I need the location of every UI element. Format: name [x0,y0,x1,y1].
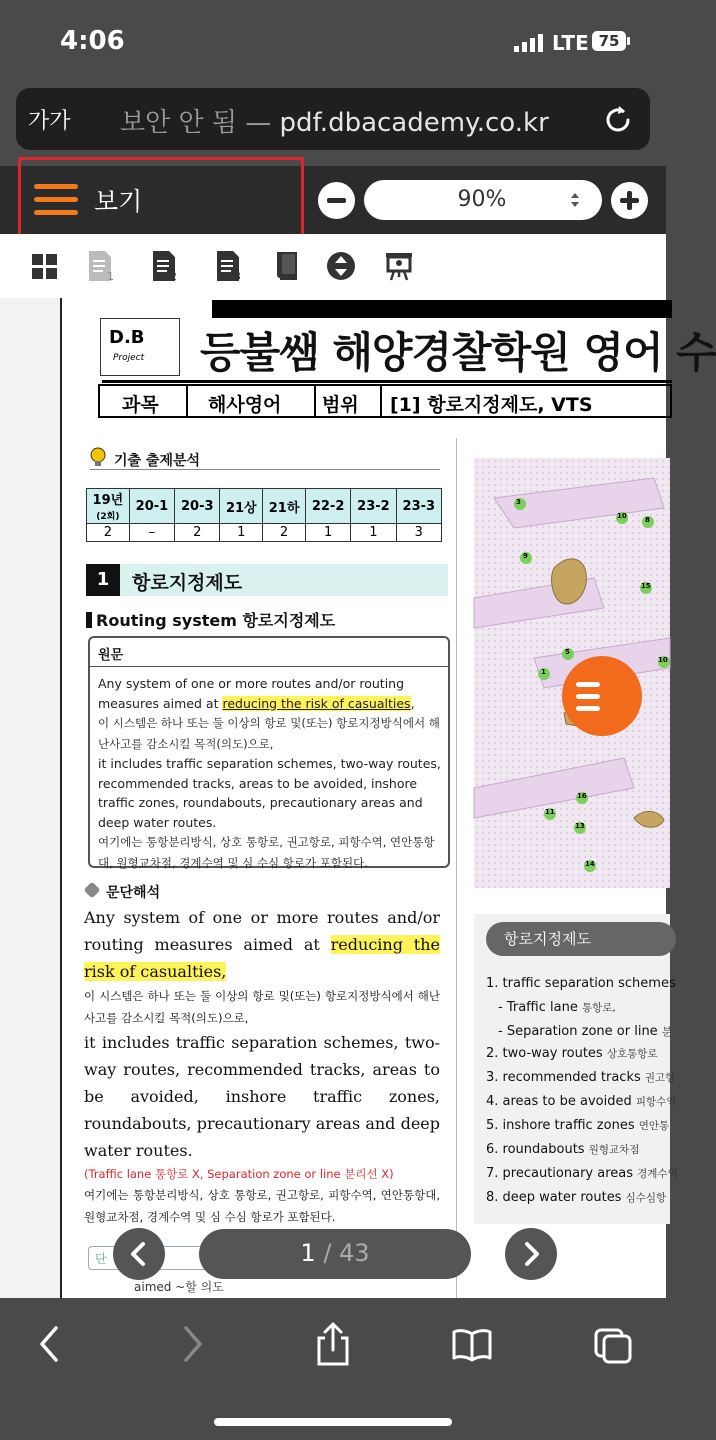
map-label: 15 [641,582,651,590]
summary-item [486,1118,669,1133]
summary-item [498,1000,616,1015]
hamburger-icon [562,656,642,736]
interpretation-text [84,904,440,1228]
meta-divider [314,386,316,416]
svg-text:2: 2 [170,270,177,283]
security-label: 보안 안 됨 [120,108,237,138]
summary-item-kr: 경계수역 [637,1168,678,1180]
section-title: 항로지정제도 [132,572,243,594]
current-page: 1 [300,1239,316,1267]
header-black-bar [212,300,672,318]
table-cell: 1 [305,524,350,542]
bookmarks-icon[interactable] [452,1322,492,1366]
meta-divider [380,386,382,416]
column-divider [456,438,457,1298]
status-time: 4:06 [60,26,125,56]
zoom-value: 90% [457,187,507,212]
range-value: [1] 항로지정제도, VTS [390,394,593,416]
summary-item [498,1024,672,1039]
two-page-icon[interactable] [150,250,180,282]
interp-highlight: reducing the risk of casualties, [84,935,441,981]
summary-item [486,1094,676,1109]
logo-text: D.B [109,327,145,348]
document-title: 등불쌤 해양경찰학원 영어 수 [200,328,716,377]
summary-item [486,976,676,991]
map-label: 3 [516,498,521,506]
map-label: 10 [658,656,668,664]
share-icon[interactable] [313,1322,353,1366]
header-rule [102,380,672,383]
signal-icon [514,34,544,52]
total-pages: 43 [339,1239,370,1267]
network-label: LTE [552,31,589,55]
map-label: 11 [545,808,555,816]
map-label: 10 [617,512,627,520]
section-heading [86,564,448,596]
view-menu-label[interactable]: 보기 [94,187,143,216]
table-cell: 2 [175,524,220,542]
interp-p2-kr: 여기에는 통항분리방식, 상호 통항로, 권고항로, 피항수역, 연안통항대, 원형교차점, 경계수역 및 심 수심 항로가 포함된다. [84,1188,440,1224]
chevron-right-icon [505,1228,557,1280]
map-label: 16 [577,792,587,800]
pdf-page [60,298,716,1298]
summary-item-kr: 연안통 [638,1120,670,1132]
bullet-icon [84,882,101,899]
map-label: 9 [523,552,528,560]
summary-item-kr: 원형교차점 [588,1144,640,1156]
table-header-cell: 23-2 [351,489,396,524]
summary-item-en: 7. precautionary areas [486,1166,633,1181]
subject-value: 해사영어 [208,394,282,416]
summary-item-kr: 상호통항로 [606,1048,658,1060]
book-view-icon[interactable] [274,250,304,282]
address-bar[interactable] [16,88,650,150]
table-header-cell: 20-1 [129,489,174,524]
table-cell: 3 [396,524,441,542]
interp-p1-kr: 이 시스템은 하나 또는 둘 이상의 항로 및(또는) 항로지정방식에서 해난사고를 감소시킬 목적(의도)으로, [84,989,440,1025]
meta-divider [186,386,188,416]
range-label: 범위 [322,394,359,416]
updown-caret-icon [570,192,580,208]
map-label: 5 [565,648,570,656]
zoom-in-button[interactable] [611,182,648,219]
view-mode-toolbar [0,234,666,298]
subject-range-row [98,384,672,418]
original-rule [90,666,448,667]
logo-subtext: Project [113,353,145,363]
summary-item [486,1070,675,1085]
zoom-out-button[interactable] [318,182,355,219]
summary-item-kr: 피항수역 [635,1096,677,1108]
summary-item-kr: 분 [661,1026,672,1038]
page-number [199,1239,471,1267]
summary-item [486,1190,666,1205]
table-header-cell: 22-2 [305,489,350,524]
battery-icon: 75 [592,31,626,51]
table-header-cell: 21상 [220,489,263,524]
url-domain: pdf.dbacademy.co.kr [279,108,549,138]
original-text [98,674,444,873]
map-label: 1 [541,668,546,676]
table-header-cell: 21하 [263,489,306,524]
summary-item-kr: 통항로, [581,1002,616,1014]
original-p2: it includes traffic separation schemes, two-way routes, recommended tracks, areas to be avoided, inshore traffic zones, roundabouts, precautionary areas and deep water routes. [98,756,441,830]
zoom-select[interactable] [364,180,602,220]
exam-frequency-table [86,488,442,542]
summary-item-en: 6. roundabouts [486,1142,585,1157]
single-page-icon[interactable] [86,250,116,282]
original-highlight: reducing the risk of casualties [222,695,411,711]
original-p1-end: , [410,695,415,711]
summary-item-en: - Separation zone or line [498,1024,658,1039]
battery-tip [627,37,630,45]
column-label: 19년 [92,493,124,508]
summary-item-kr: 심수심항 [625,1192,667,1204]
floating-menu-button[interactable] [562,656,642,736]
exam-analysis-label: 기출 출제분석 [114,453,201,469]
next-section-label: 단 [95,1252,107,1266]
map-label: 13 [575,822,585,830]
table-cell: 2 [263,524,306,542]
interp-note: (Traffic lane 통항로 X, Separation zone or line 분리선 X) [84,1167,394,1181]
table-header-cell [87,489,130,524]
summary-item-kr: 권고항 [644,1072,676,1084]
svg-text:1: 1 [107,270,114,283]
routing-heading-text: Routing system 항로지정제도 [96,611,336,630]
subject-label: 과목 [122,394,159,416]
summary-item-en: - Traffic lane [498,1000,578,1015]
interpretation-label: 문단해석 [106,885,161,901]
svg-text:3: 3 [234,270,241,283]
table-header-cell: 20-3 [175,489,220,524]
section-number: 1 [86,564,120,596]
table-cell: 2 [87,524,130,542]
summary-title: 항로지정제도 [504,930,591,948]
annotation-highlight-box [18,157,304,245]
interp-p1: Any system of one or more routes and/or routing measures aimed at [84,908,440,954]
original-p1-kr: 이 시스템은 하나 또는 둘 이상의 항로 및(또는) 항로지정방식에서 해난사고를 감소시킬 목적(의도)으로, [98,716,440,751]
summary-item [486,1142,639,1157]
exam-rule [90,469,440,470]
forward-icon[interactable] [172,1322,212,1366]
minus-icon [318,182,355,219]
page-indicator[interactable] [199,1229,471,1279]
next-section-sub: aimed ~할 의도 [134,1280,224,1294]
summary-item-en: 1. traffic separation schemes [486,976,676,991]
map-label: 8 [645,516,650,524]
three-page-icon[interactable] [214,250,244,282]
lightbulb-icon [90,448,106,468]
summary-item-en: 2. two-way routes [486,1046,603,1061]
home-indicator[interactable] [214,1418,452,1426]
original-p2-kr: 여기에는 통항분리방식, 상호 통항로, 권고항로, 피항수역, 연안통항대, 원형교차점, 경계수역 및 심 수심 항로가 포함된다. [98,835,435,870]
summary-item [486,1046,658,1061]
previous-page-button[interactable] [113,1228,165,1280]
table-header-cell: 23-3 [396,489,441,524]
grid-view-icon[interactable] [30,250,60,282]
next-page-button[interactable] [505,1228,557,1280]
original-text-box [88,636,450,868]
back-icon[interactable] [30,1322,70,1366]
db-project-logo [100,318,180,376]
summary-item-en: 5. inshore traffic zones [486,1118,635,1133]
summary-item-en: 3. recommended tracks [486,1070,641,1085]
presentation-icon[interactable] [384,250,414,282]
page-separator: / [315,1239,340,1267]
routing-heading [86,608,335,631]
status-bar [0,0,666,90]
summary-item-en: 8. deep water routes [486,1190,622,1205]
pdf-viewport[interactable] [0,298,716,1298]
routing-summary-box [474,914,678,1224]
interp-p2: it includes traffic separation schemes, two-way routes, recommended tracks, areas to be avoided, inshore traffic zones, roundabouts, precautionary areas and deep water routes. [84,1033,440,1160]
text-size-button[interactable]: 가가 [28,109,71,134]
table-cell: 1 [351,524,396,542]
map-label: 14 [585,860,595,868]
original-label: 원문 [98,648,124,663]
url-separator: — [237,108,280,138]
summary-item-en: 4. areas to be avoided [486,1094,632,1109]
scroll-mode-icon[interactable] [326,250,356,282]
tabs-icon[interactable] [594,1322,634,1366]
original-p1: Any system of one or more routes and/or routing measures aimed at [98,676,405,711]
plus-icon [611,182,648,219]
url-text[interactable] [120,102,549,139]
table-cell: 1 [220,524,263,542]
table-cell: – [129,524,174,542]
reload-icon[interactable] [602,102,634,136]
summary-header [486,922,676,956]
chevron-left-icon [113,1228,165,1280]
summary-item [486,1166,678,1181]
column-sublabel: (2회) [96,512,120,522]
